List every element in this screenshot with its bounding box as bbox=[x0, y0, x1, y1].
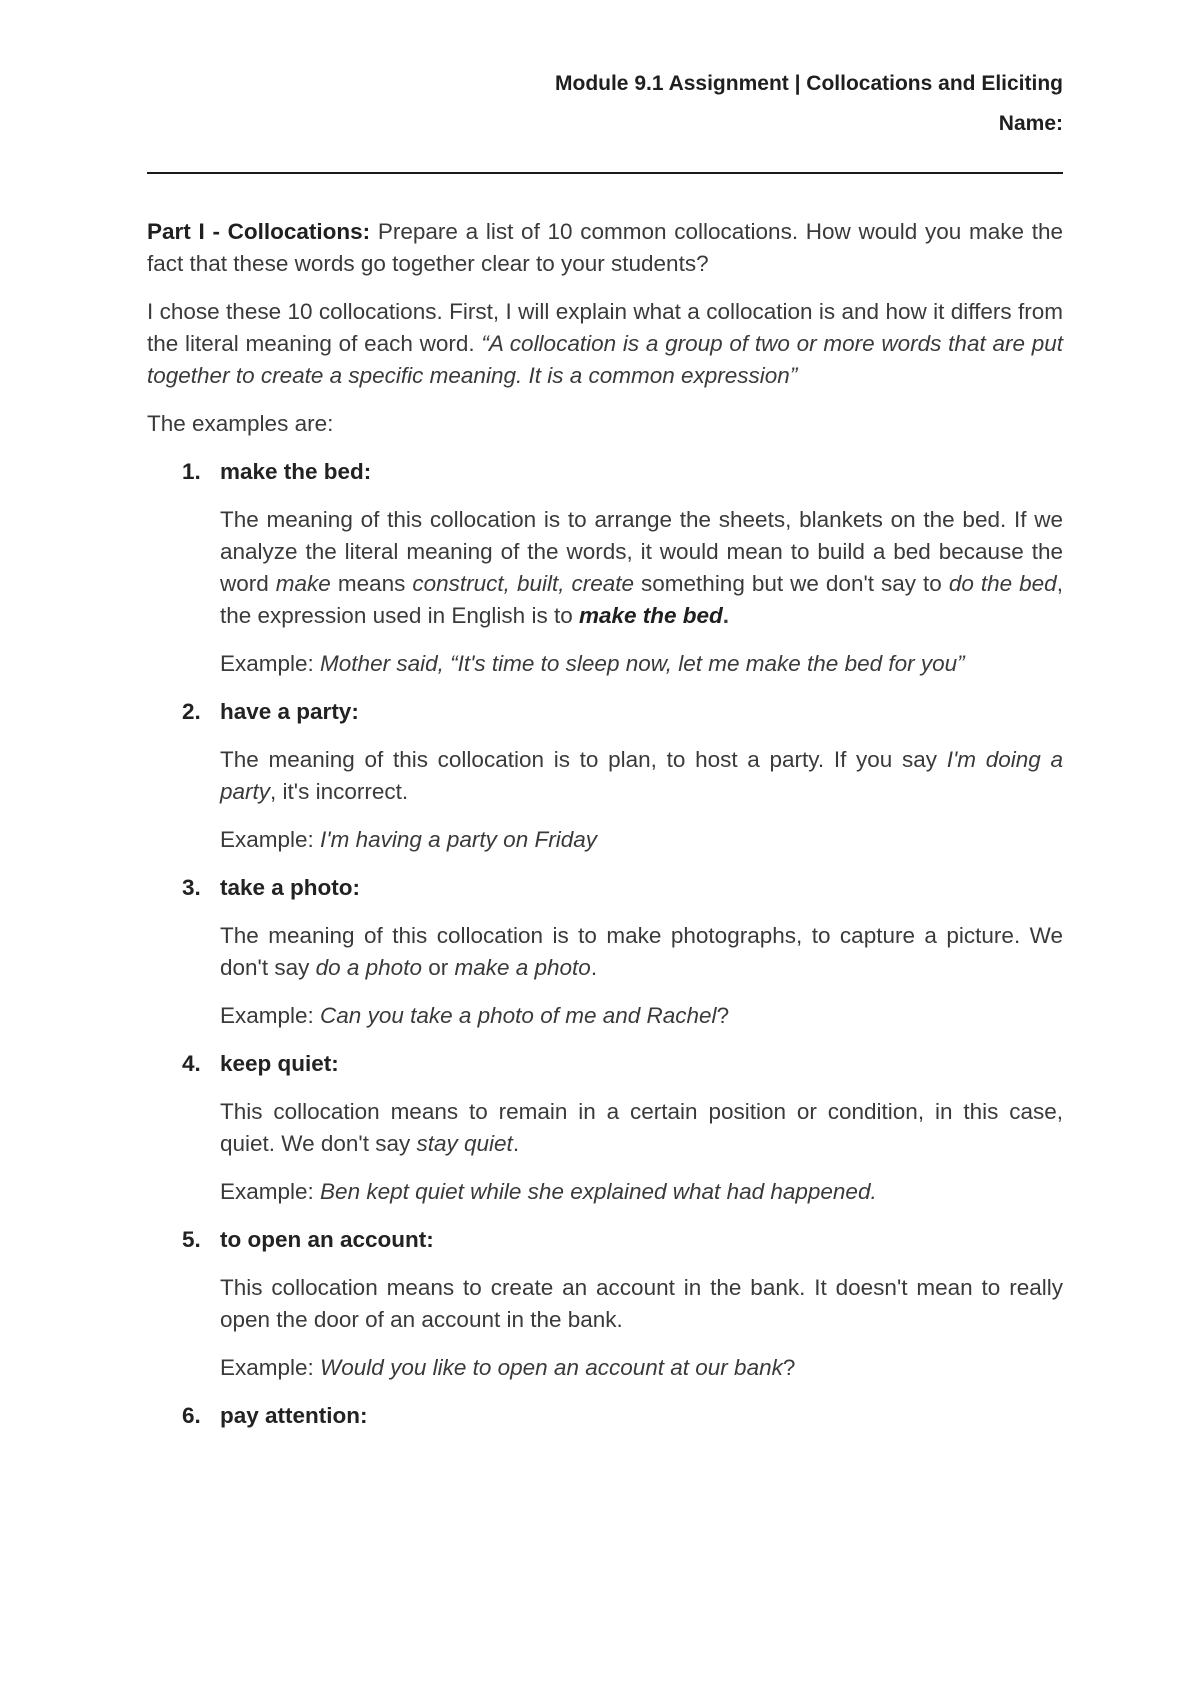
item-title: to open an account: bbox=[220, 1227, 434, 1252]
definition-lead: I chose these 10 collocations. First, I will explain what a collocation is and how it differs from the literal meaning of each word. bbox=[147, 299, 1063, 356]
list-item bbox=[147, 1048, 1063, 1208]
item-heading bbox=[182, 456, 1063, 488]
item-heading bbox=[182, 1048, 1063, 1080]
example-label: Example: bbox=[220, 651, 321, 676]
desc-text: The meaning of this collocation is to plan, to host a party. If you say bbox=[220, 747, 947, 772]
list-item bbox=[147, 1400, 1063, 1432]
part1-definition bbox=[147, 296, 1063, 392]
part1-intro bbox=[147, 216, 1063, 440]
item-number: 4. bbox=[182, 1051, 201, 1076]
item-description bbox=[220, 504, 1063, 632]
part1-prompt-text: Prepare a list of 10 common collocations. How would you make the fact that these words go together clear to your students? bbox=[147, 219, 1063, 276]
desc-italic: stay quiet bbox=[416, 1131, 513, 1156]
name-underline bbox=[147, 172, 1063, 174]
document-body bbox=[147, 216, 1063, 1448]
item-heading bbox=[182, 872, 1063, 904]
item-example bbox=[220, 1000, 1063, 1032]
desc-text: , it's incorrect. bbox=[270, 779, 409, 804]
item-heading bbox=[182, 1400, 1063, 1432]
example-text: Would you like to open an account at our bank bbox=[320, 1355, 783, 1380]
desc-text: means bbox=[330, 571, 413, 596]
example-text: Mother said, “It's time to sleep now, let me make the bed for you” bbox=[320, 651, 965, 676]
list-item bbox=[147, 1224, 1063, 1384]
item-number: 3. bbox=[182, 875, 201, 900]
item-example bbox=[220, 1352, 1063, 1384]
desc-text: . bbox=[512, 1131, 520, 1156]
item-description bbox=[220, 744, 1063, 808]
item-description bbox=[220, 1272, 1063, 1336]
desc-text: This collocation means to create an account in the bank. It doesn't mean to really open the door of an account in the bank. bbox=[220, 1275, 1063, 1332]
item-description bbox=[220, 920, 1063, 984]
desc-text: This collocation means to remain in a certain position or condition, in this case, quiet. We don't say bbox=[220, 1099, 1063, 1156]
desc-bold-italic: make the bed bbox=[578, 603, 723, 628]
collocation-list bbox=[147, 456, 1063, 1432]
desc-text: , the expression used in English is to bbox=[220, 571, 1063, 628]
example-label: Example: bbox=[220, 1003, 321, 1028]
item-title: pay attention: bbox=[220, 1403, 368, 1428]
desc-text: . bbox=[590, 955, 598, 980]
desc-italic: do a photo bbox=[315, 955, 422, 980]
desc-text: . bbox=[722, 603, 730, 628]
examples-lead: The examples are: bbox=[147, 411, 334, 436]
item-heading bbox=[182, 696, 1063, 728]
item-example bbox=[220, 824, 1063, 856]
desc-italic: make a photo bbox=[454, 955, 591, 980]
desc-italic: I'm doing a party bbox=[220, 747, 1063, 804]
item-heading bbox=[182, 1224, 1063, 1256]
example-label: Example: bbox=[220, 1355, 321, 1380]
list-item bbox=[147, 696, 1063, 856]
item-title: make the bed: bbox=[220, 459, 372, 484]
item-description bbox=[220, 1096, 1063, 1160]
example-tail: ? bbox=[782, 1355, 796, 1380]
list-item bbox=[147, 456, 1063, 680]
item-title: have a party: bbox=[220, 699, 359, 724]
document-title: Module 9.1 Assignment | Collocations and Eliciting bbox=[555, 72, 1063, 95]
item-number: 1. bbox=[182, 459, 201, 484]
item-number: 5. bbox=[182, 1227, 201, 1252]
item-title: keep quiet: bbox=[220, 1051, 339, 1076]
list-item bbox=[147, 872, 1063, 1032]
item-number: 6. bbox=[182, 1403, 201, 1428]
desc-text: The meaning of this collocation is to arrange the sheets, blankets on the bed. If we analyze the literal meaning of the words, it would mean to build a bed because the word bbox=[220, 507, 1063, 596]
desc-italic: construct, built, create bbox=[412, 571, 635, 596]
example-tail: ? bbox=[716, 1003, 730, 1028]
part1-label: Part I - Collocations: bbox=[147, 219, 371, 244]
example-text: Can you take a photo of me and Rachel bbox=[320, 1003, 717, 1028]
definition-quote: “A collocation is a group of two or more words that are put together to create a specific meaning. It is a common expression” bbox=[147, 331, 1063, 388]
example-label: Example: bbox=[220, 827, 321, 852]
desc-text: or bbox=[421, 955, 455, 980]
example-label: Example: bbox=[220, 1179, 321, 1204]
example-text: Ben kept quiet while she explained what had happened. bbox=[320, 1179, 877, 1204]
item-number: 2. bbox=[182, 699, 201, 724]
item-title: take a photo: bbox=[220, 875, 361, 900]
desc-text: something but we don't say to bbox=[634, 571, 949, 596]
desc-text: The meaning of this collocation is to make photographs, to capture a picture. We don't say bbox=[220, 923, 1063, 980]
item-example bbox=[220, 648, 1063, 680]
desc-italic: do the bed bbox=[948, 571, 1057, 596]
part1-prompt bbox=[147, 216, 1063, 280]
desc-italic: make bbox=[275, 571, 331, 596]
item-example bbox=[220, 1176, 1063, 1208]
example-text: I'm having a party on Friday bbox=[320, 827, 597, 852]
name-label: Name: bbox=[998, 112, 1063, 135]
